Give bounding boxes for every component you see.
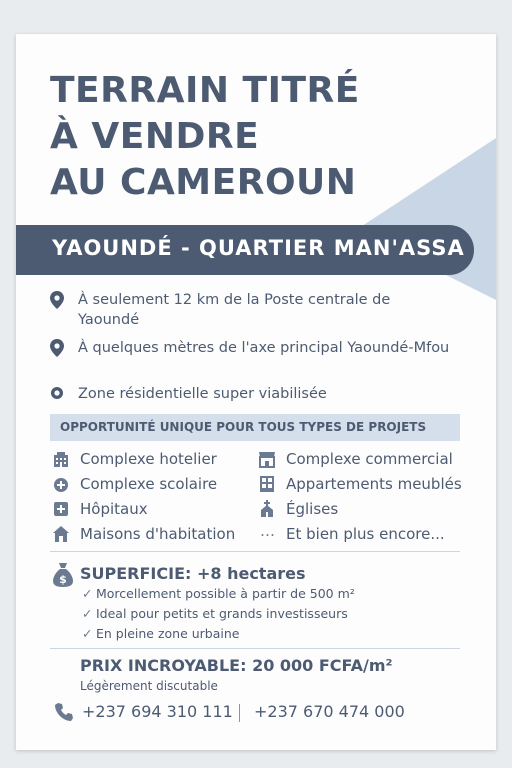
location-text: À quelques mètres de l'axe principal Yaoundé-Mfou (78, 340, 450, 356)
project-label: Complexe commercial (286, 450, 453, 468)
church-icon (258, 500, 276, 518)
project-label: Complexe hotelier (80, 450, 217, 468)
school-icon (52, 475, 70, 493)
phone-icon (54, 702, 74, 722)
location-item (50, 338, 450, 358)
superficie-bullet (82, 586, 355, 601)
project-label: Maisons d'habitation (80, 525, 236, 543)
location-item (50, 290, 450, 330)
project-label: Et bien plus encore... (286, 525, 445, 543)
superficie-bullet (82, 606, 348, 621)
price-label: PRIX INCROYABLE: 20 000 FCFA/m² (80, 656, 393, 675)
phone-number-2[interactable]: +237 670 474 000 (254, 702, 405, 721)
opportunity-label: OPPORTUNITÉ UNIQUE POUR TOUS TYPES DE PROJETS (60, 420, 427, 434)
phone-separator (239, 704, 240, 722)
location-text: À seulement 12 km de la Poste centrale de Yaoundé (78, 292, 391, 328)
project-label: Appartements meublés (286, 475, 462, 493)
title-line-1: TERRAIN TITRÉ (50, 70, 360, 111)
bullet-text: Ideal pour petits et grands investisseurs (96, 606, 348, 621)
price-note: Légèrement discutable (80, 679, 218, 693)
check-icon: ✓ (82, 606, 93, 621)
project-label: Églises (286, 500, 339, 518)
hospital-icon (52, 500, 70, 518)
map-pin-icon (50, 291, 64, 309)
check-icon: ✓ (82, 586, 93, 601)
location-item (50, 384, 450, 404)
money-bag-icon (52, 562, 74, 588)
superficie-bullet (82, 626, 240, 641)
title-line-3: AU CAMEROUN (50, 162, 357, 203)
project-label: Hôpitaux (80, 500, 148, 518)
map-pin-icon (50, 339, 64, 357)
store-icon (258, 450, 276, 468)
bullet-text: En pleine zone urbaine (96, 626, 240, 641)
apartment-icon (258, 475, 276, 493)
location-text: Zone résidentielle super viabilisée (78, 386, 327, 402)
divider (50, 648, 460, 649)
circle-pin-icon (50, 386, 64, 400)
divider (50, 551, 460, 552)
project-label: Complexe scolaire (80, 475, 218, 493)
flyer-card (16, 34, 496, 750)
superficie-title: SUPERFICIE: +8 hectares (80, 564, 306, 583)
house-icon (52, 525, 70, 543)
banner-text: YAOUNDÉ - QUARTIER MAN'ASSA (52, 236, 465, 260)
page-title (50, 68, 360, 206)
hotel-icon (52, 450, 70, 468)
location-banner (16, 225, 474, 275)
phone-number-1[interactable]: +237 694 310 111 (82, 702, 233, 721)
check-icon: ✓ (82, 626, 93, 641)
ellipsis-icon: … (260, 522, 276, 540)
opportunity-banner (50, 414, 460, 441)
svg-text:$: $ (59, 573, 67, 586)
bullet-text: Morcellement possible à partir de 500 m² (96, 586, 355, 601)
title-line-2: À VENDRE (50, 116, 260, 157)
